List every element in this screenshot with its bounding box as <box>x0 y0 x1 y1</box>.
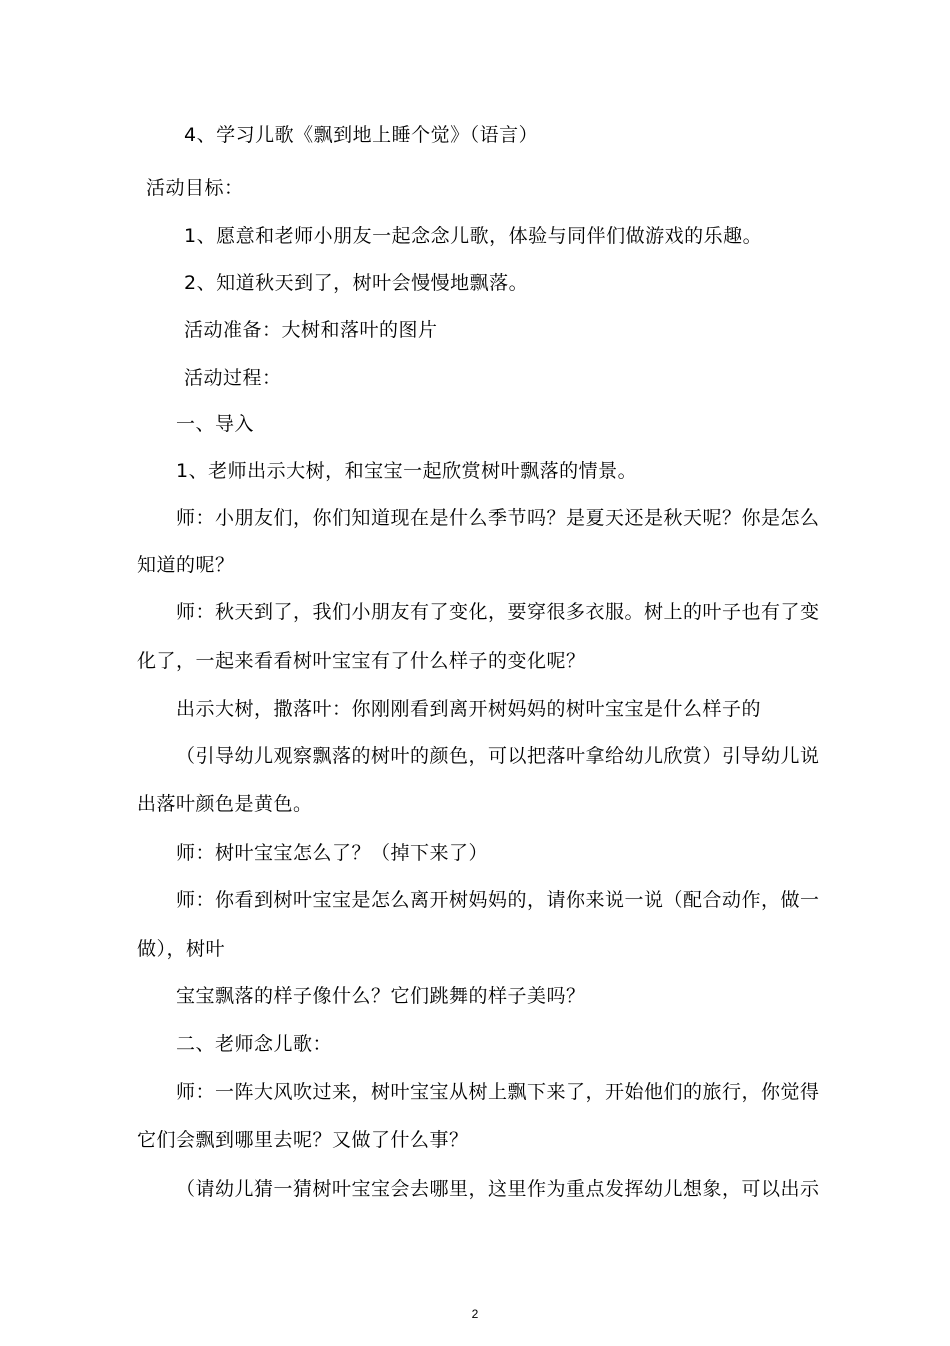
step-heading-intro: 一、导入 <box>176 413 255 435</box>
label-activity-goals: 活动目标： <box>146 177 244 199</box>
paragraph-line: 师：一阵大风吹过来，树叶宝宝从树上飘下来了，开始他们的旅行，你觉得 <box>176 1081 820 1103</box>
paragraph-line: 师：树叶宝宝怎么了？（掉下来了） <box>176 842 489 864</box>
activity-preparation: 活动准备：大树和落叶的图片 <box>184 319 438 341</box>
paragraph-line: 出示大树，撒落叶：你刚刚看到离开树妈妈的树叶宝宝是什么样子的 <box>176 698 762 720</box>
paragraph-line: 师：小朋友们，你们知道现在是什么季节吗？是夏天还是秋天呢？你是怎么 <box>176 507 820 529</box>
paragraph-line: 宝宝飘落的样子像什么？它们跳舞的样子美吗？ <box>176 985 586 1007</box>
goal-item-2: 2、知道秋天到了，树叶会慢慢地飘落。 <box>184 272 529 294</box>
paragraph-line: 出落叶颜色是黄色。 <box>137 793 313 815</box>
step-heading-teacher-recites: 二、老师念儿歌： <box>176 1033 333 1055</box>
section-heading-song: 4、学习儿歌《飘到地上睡个觉》（语言） <box>184 124 539 146</box>
goal-item-1: 1、愿意和老师小朋友一起念念儿歌，体验与同伴们做游戏的乐趣。 <box>184 225 763 247</box>
paragraph-line: 1、老师出示大树，和宝宝一起欣赏树叶飘落的情景。 <box>176 460 638 482</box>
paragraph-line: （引导幼儿观察飘落的树叶的颜色，可以把落叶拿给幼儿欣赏）引导幼儿说 <box>176 745 820 767</box>
page-number: 2 <box>471 1307 479 1321</box>
paragraph-line: （请幼儿猜一猜树叶宝宝会去哪里，这里作为重点发挥幼儿想象，可以出示 <box>176 1178 820 1200</box>
paragraph-line: 知道的呢？ <box>137 554 235 576</box>
paragraph-line: 做），树叶 <box>137 938 226 960</box>
paragraph-line: 师：你看到树叶宝宝是怎么离开树妈妈的，请你来说一说（配合动作，做一 <box>176 889 820 911</box>
paragraph-line: 师：秋天到了，我们小朋友有了变化，要穿很多衣服。树上的叶子也有了变 <box>176 601 820 623</box>
paragraph-line: 它们会飘到哪里去呢？又做了什么事？ <box>137 1129 469 1151</box>
paragraph-line: 化了，一起来看看树叶宝宝有了什么样子的变化呢？ <box>137 650 586 672</box>
label-activity-process: 活动过程： <box>184 367 282 389</box>
